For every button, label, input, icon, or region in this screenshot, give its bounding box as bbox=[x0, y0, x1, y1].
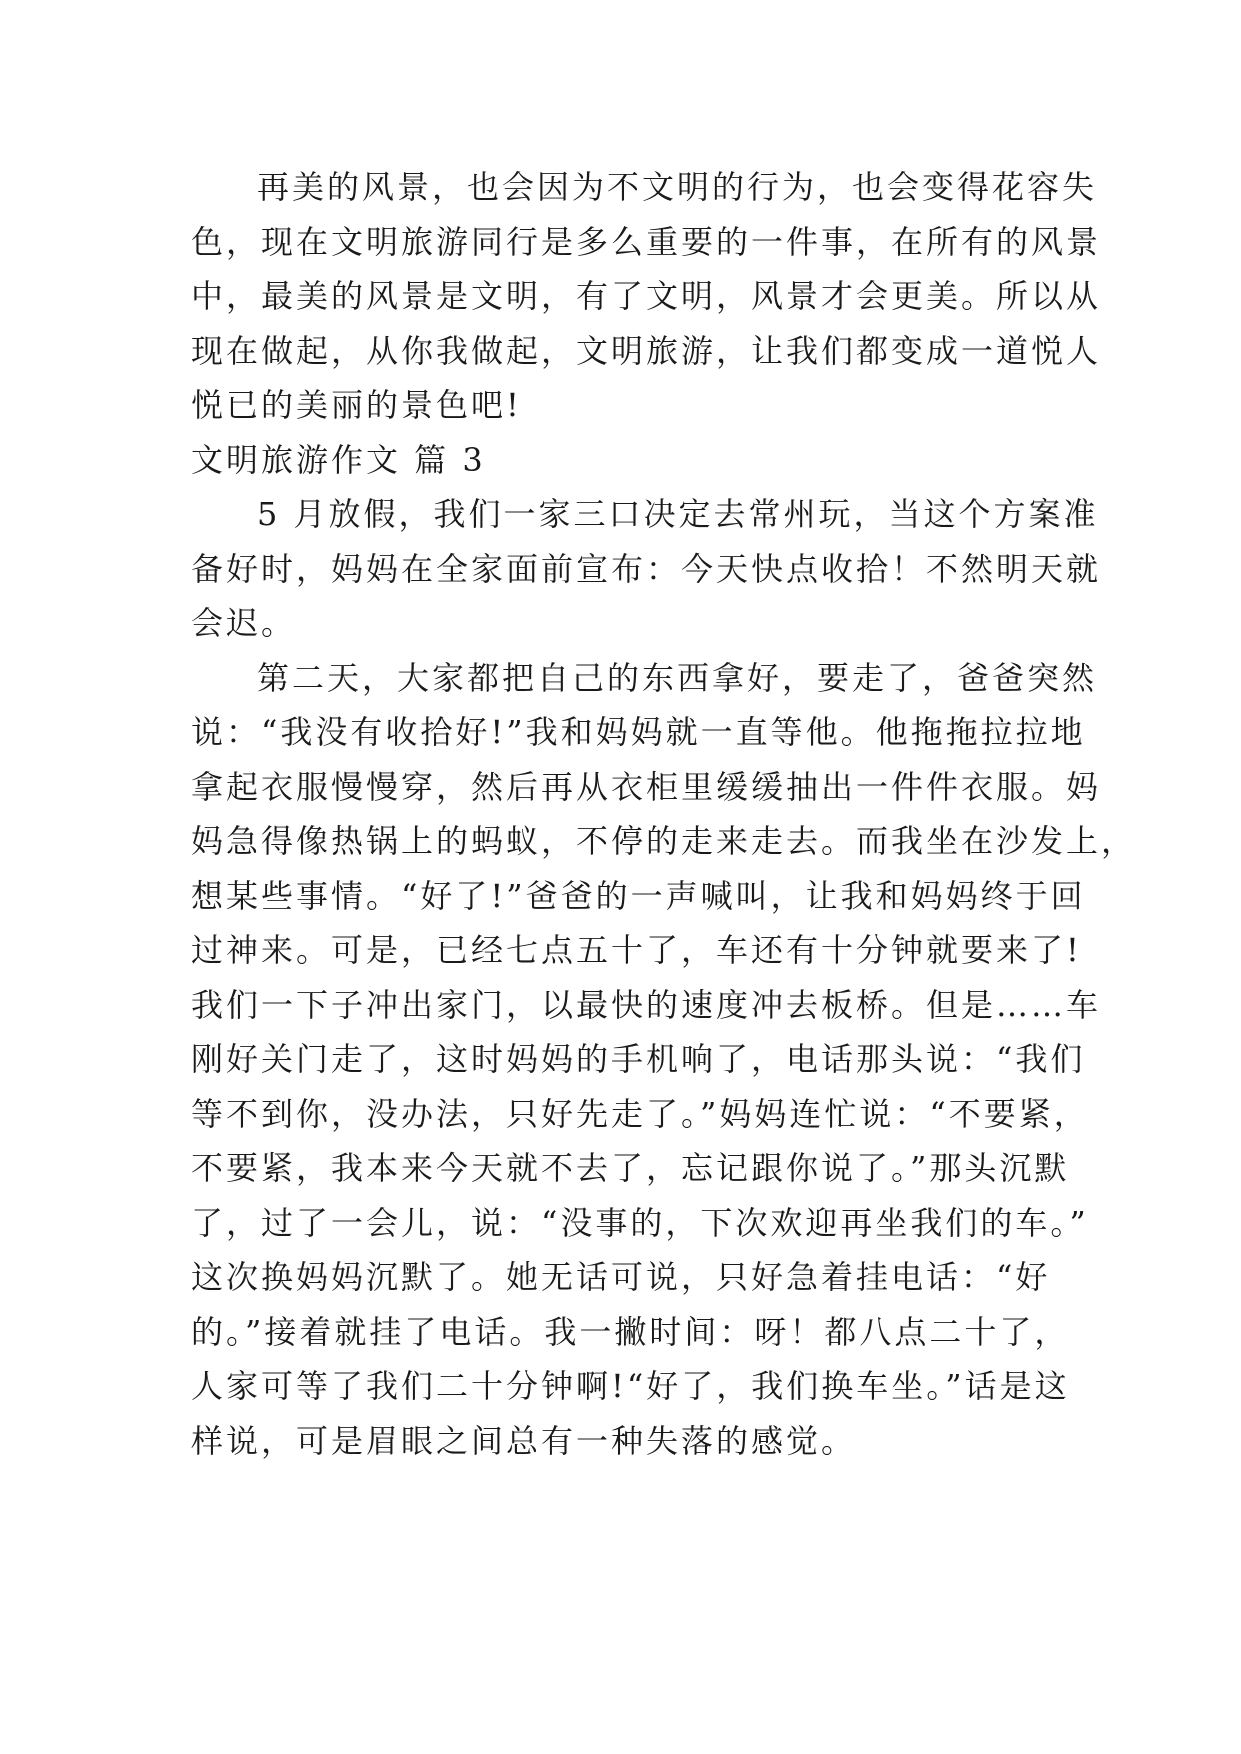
paragraph-line: 会迟。 bbox=[191, 604, 297, 642]
document-body bbox=[191, 160, 1137, 1468]
paragraph-line: 我们一下子冲出家门，以最快的速度冲去板桥。但是……车 bbox=[191, 985, 1102, 1024]
paragraph-line: 再美的风景，也会因为不文明的行为，也会变得花容失 bbox=[257, 168, 1098, 206]
paragraph-line: 5 月放假，我们一家三口决定去常州玩，当这个方案准 bbox=[257, 495, 1099, 533]
paragraph-line: 等不到你，没办法，只好先走了。”妈妈连忙说：“不要紧， bbox=[191, 1094, 1089, 1133]
paragraph-line: 说：“我没有收拾好!”我和妈妈就一直等他。他拖拖拉拉地 bbox=[191, 713, 1086, 751]
paragraph-line: 拿起衣服慢慢穿，然后再从衣柜里缓缓抽出一件件衣服。妈 bbox=[191, 767, 1102, 806]
paragraph-line: 备好时，妈妈在全家面前宣布：今天快点收拾！不然明天就 bbox=[191, 549, 1102, 588]
paragraph-line: 中，最美的风景是文明，有了文明，风景才会更美。所以从 bbox=[191, 277, 1102, 315]
paragraph-line: 刚好关门走了，这时妈妈的手机响了，电话那头说：“我们 bbox=[191, 1040, 1086, 1078]
paragraph-line: 人家可等了我们二十分钟啊!“好了，我们换车坐。”话是这 bbox=[191, 1367, 1070, 1405]
paragraph-line: 色，现在文明旅游同行是多么重要的一件事，在所有的风景 bbox=[191, 222, 1102, 261]
section-heading: 文明旅游作文 篇 3 bbox=[191, 440, 486, 479]
paragraph-line: 第二天，大家都把自己的东西拿好，要走了，爸爸突然 bbox=[257, 658, 1098, 697]
paragraph-line: 不要紧，我本来今天就不去了，忘记跟你说了。”那头沉默 bbox=[191, 1149, 1070, 1187]
paragraph-line: 过神来。可是，已经七点五十了，车还有十分钟就要来了! bbox=[191, 931, 1082, 969]
paragraph-line: 现在做起，从你我做起，文明旅游，让我们都变成一道悦人 bbox=[191, 331, 1102, 370]
paragraph-line: 悦已的美丽的景色吧! bbox=[191, 386, 522, 424]
paragraph-line: 妈急得像热锅上的蚂蚁，不停的走来走去。而我坐在沙发上， bbox=[191, 822, 1137, 860]
paragraph-line: 这次换妈妈沉默了。她无话可说，只好急着挂电话：“好 bbox=[191, 1258, 1051, 1296]
paragraph-line: 的。”接着就挂了电话。我一撇时间：呀！都八点二十了， bbox=[191, 1312, 1070, 1351]
paragraph-line: 想某些事情。“好了!”爸爸的一声喊叫，让我和妈妈终于回 bbox=[191, 876, 1086, 915]
paragraph-line: 了，过了一会儿，说：“没事的，下次欢迎再坐我们的车。” bbox=[191, 1203, 1089, 1242]
paragraph-line: 样说，可是眉眼之间总有一种失落的感觉。 bbox=[191, 1421, 857, 1460]
